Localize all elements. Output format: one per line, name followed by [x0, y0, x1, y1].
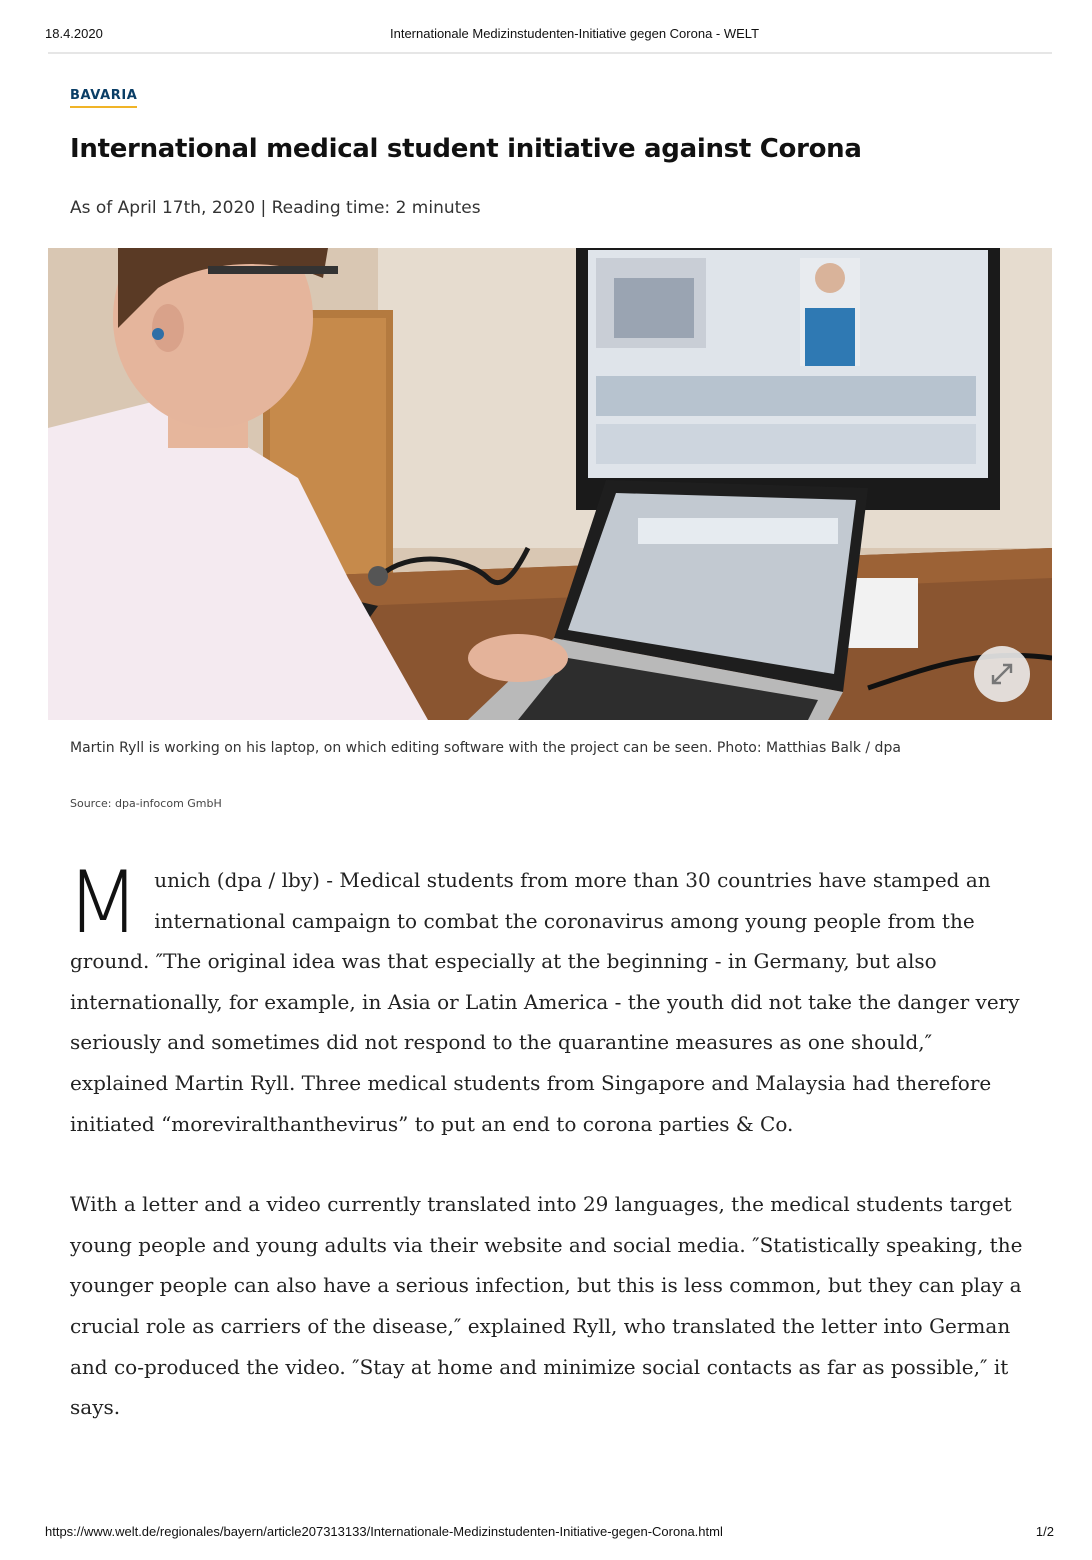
article-meta: As of April 17th, 2020 | Reading time: 2 minutes	[70, 198, 481, 218]
expand-arrows-icon	[974, 646, 1030, 702]
print-document-title: Internationale Medizinstudenten-Initiative gegen Corona - WELT	[389, 26, 760, 41]
paragraph-1-text: unich (dpa / lby) - Medical students from more than 30 countries have stamped an international campaign to combat the coronavirus among young people from the ground. ″The original idea was that especially at the beginning - in Germany, but also internationally, for example, in Asia or Latin America - the youth did not take the danger very seriously and sometimes did not respond to the quarantine measures as one should,″ explained Martin Ryll. Three medical students from Singapore and Malaysia had therefore initiated “moreviralthanthevirus” to put an end to corona parties & Co.	[70, 868, 1020, 1136]
photo-source: Source: dpa-infocom GmbH	[70, 797, 222, 810]
drop-cap: M	[66, 853, 141, 953]
article-headline: International medical student initiative against Corona	[70, 134, 862, 164]
article-body	[66, 853, 1035, 1468]
print-date: 18.4.2020	[45, 26, 103, 41]
photo-illustration	[48, 248, 1052, 720]
article-photo[interactable]	[48, 248, 1052, 720]
expand-image-button[interactable]	[974, 646, 1030, 702]
paragraph-1	[66, 853, 1035, 1144]
header-divider	[48, 52, 1052, 54]
page-number: 1/2	[1035, 1524, 1054, 1539]
print-url: https://www.welt.de/regionales/bayern/article207313133/Internationale-Medizinstudenten-Initiative-gegen-Corona.html	[45, 1524, 723, 1539]
print-header	[45, 26, 1054, 46]
section-kicker[interactable]: BAVARIA	[70, 88, 137, 108]
paragraph-2: With a letter and a video currently translated into 29 languages, the medical students target young people and young adults via their website and social media. ″Statistically speaking, the younger people can also have a serious infection, but this is less common, but they can play a crucial role as carriers of the disease,″ explained Ryll, who translated the letter into German and co-produced the video. ″Stay at home and minimize social contacts as far as possible,″ it says.	[70, 1192, 1023, 1420]
photo-caption: Martin Ryll is working on his laptop, on which editing software with the project can be seen. Photo: Matthias Balk / dpa	[70, 740, 901, 756]
